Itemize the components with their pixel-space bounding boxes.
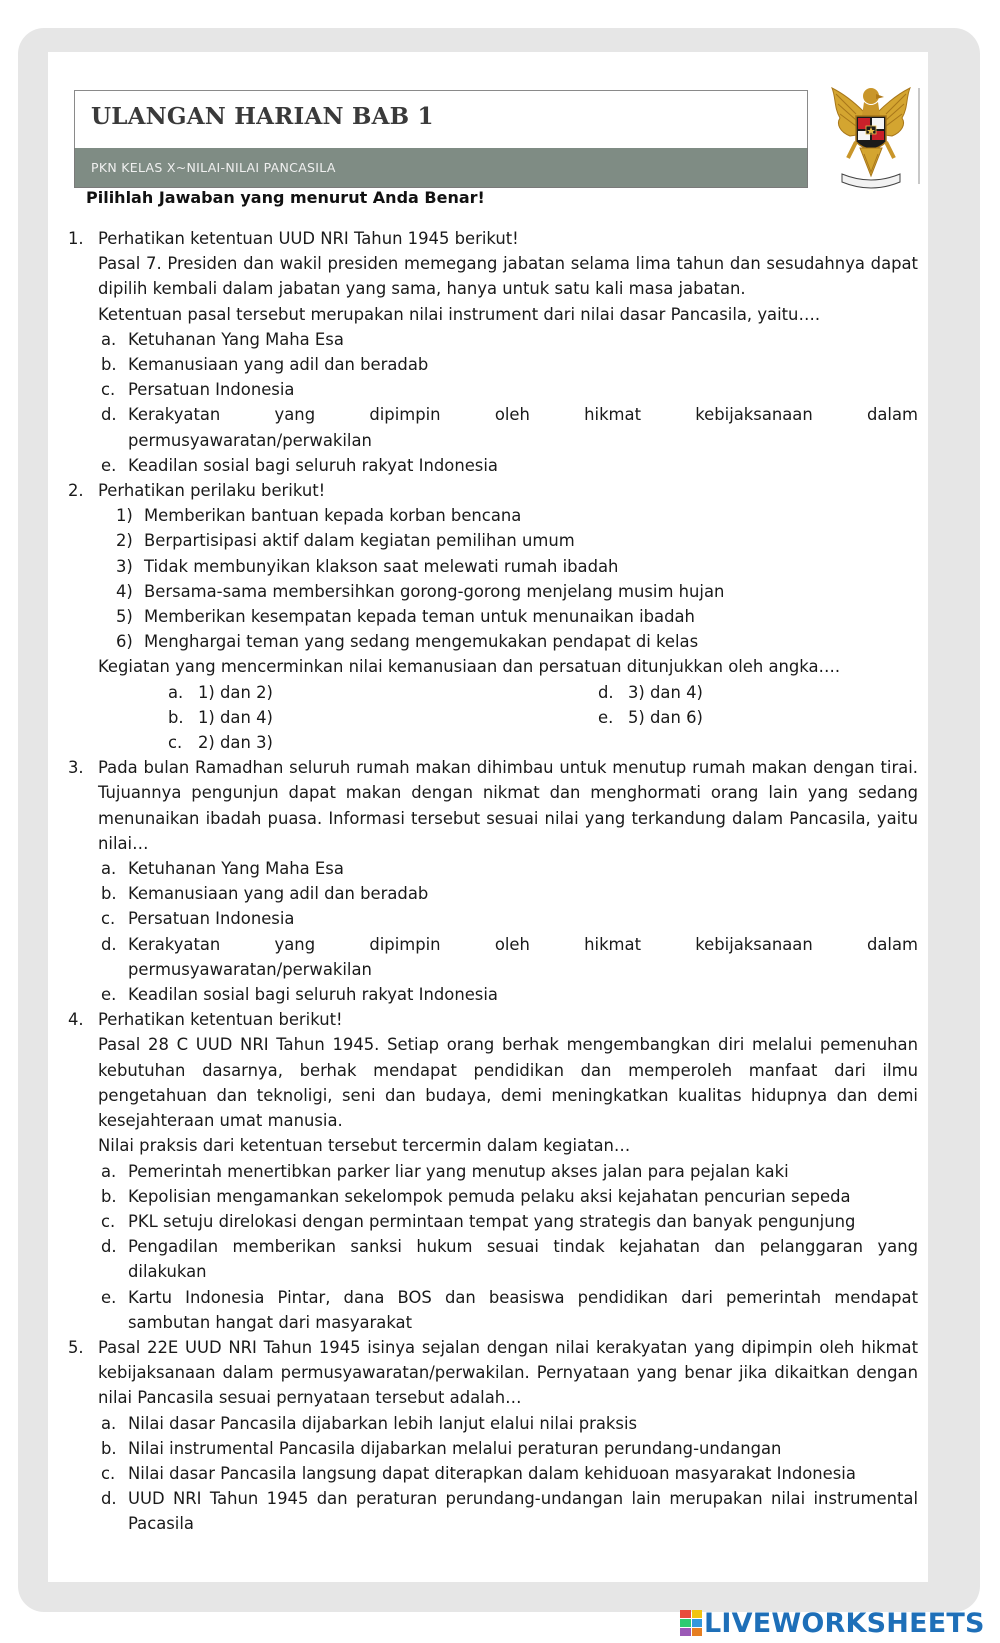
question-text: Pasal 22E UUD NRI Tahun 1945 isinya sejalan dengan nilai kerakyatan yang dipimpin oleh hikmat kebijaksanaan dalam permusyawaratan/perwakilan. Pernyataan yang benar jika dikaitkan dengan nilai Pancasila sesuai pernyataan tersebut adalah…: [98, 1337, 918, 1408]
answer-option-1c[interactable]: c. Persatuan Indonesia: [101, 380, 295, 400]
subtitle-bar: [74, 148, 808, 188]
question-number: 5.: [68, 1337, 84, 1357]
page-title: ULANGAN HARIAN BAB 1: [91, 103, 434, 130]
list-item: 1) Memberikan bantuan kepada korban bencana: [116, 506, 522, 526]
instruction-text: Pilihlah Jawaban yang menurut Anda Benar!: [86, 188, 485, 207]
question-text: Pada bulan Ramadhan seluruh rumah makan dihimbau untuk menutup rumah makan dengan tirai. Tujuannya pengunjun dapat makan dengan nikmat dan menghormati orang lain yang sedang menunaikan ibadah puasa. Informasi tersebut sesuai nilai yang terkandung dalam Pancasila, yaitu nilai…: [98, 758, 918, 853]
answer-option-2c[interactable]: c. 2) dan 3): [168, 733, 273, 753]
question-4: [68, 1007, 918, 1158]
answer-option-1e[interactable]: e. Keadilan sosial bagi seluruh rakyat Indonesia: [101, 455, 498, 475]
question-text: Kegiatan yang mencerminkan nilai kemanusiaan dan persatuan ditunjukkan oleh angka….: [98, 657, 841, 677]
question-number: 4.: [68, 1010, 84, 1030]
question-3: [68, 755, 918, 856]
question-number: 2.: [68, 481, 84, 501]
list-item: 5) Memberikan kesempatan kepada teman untuk menunaikan ibadah: [116, 607, 695, 627]
worksheet-page: [48, 52, 928, 1582]
answer-option-2a[interactable]: a. 1) dan 2): [168, 682, 273, 702]
question-text: Pasal 28 C UUD NRI Tahun 1945. Setiap orang berhak mengembangkan diri melalui pemenuhan kebutuhan dasarnya, berhak mendapat pendidikan dan memperoleh manfaat dari ilmu pengetahuan dan teknoligi, seni dan budaya, demi meningkatkan kualitas hidupnya dan demi kesejahteraan umat manusia.: [98, 1035, 918, 1131]
list-item: 3) Tidak membunyikan klakson saat melewati rumah ibadah: [116, 556, 619, 576]
answer-option-1a[interactable]: a. Ketuhanan Yang Maha Esa: [101, 329, 344, 349]
answer-option-1d[interactable]: d. Kerakyatan yang dipimpin oleh hikmat kebijaksanaan dalam: [101, 405, 918, 425]
page-subtitle: PKN KELAS X~NILAI-NILAI PANCASILA: [91, 160, 336, 175]
answer-option-2e[interactable]: e. 5) dan 6): [598, 707, 703, 727]
answer-option-3b[interactable]: b. Kemanusiaan yang adil dan beradab: [101, 884, 429, 904]
question-text: Ketentuan pasal tersebut merupakan nilai instrument dari nilai dasar Pancasila, yaitu….: [98, 304, 821, 324]
answer-option-4e[interactable]: e. Kartu Indonesia Pintar, dana BOS dan beasiswa pendidikan dari pemerintah mendapat sambutan hangat dari masyarakat: [101, 1287, 918, 1332]
garuda-emblem-icon: [826, 82, 916, 192]
answer-option-3a[interactable]: a. Ketuhanan Yang Maha Esa: [101, 859, 344, 879]
question-list: [68, 226, 918, 1537]
answer-option-5d[interactable]: d. UUD NRI Tahun 1945 dan peraturan perundang-undangan lain merupakan nilai instrumental Pacasila: [101, 1489, 918, 1534]
answer-option-2b[interactable]: b. 1) dan 4): [168, 707, 273, 727]
liveworksheets-watermark[interactable]: [680, 1608, 985, 1638]
question-text: Perhatikan ketentuan berikut!: [98, 1010, 343, 1030]
question-2: [68, 478, 918, 503]
question-5: [68, 1335, 918, 1411]
list-item: 6) Menghargai teman yang sedang mengemukakan pendapat di kelas: [116, 632, 699, 652]
title-box: [74, 90, 808, 148]
question-text: Pasal 7. Presiden dan wakil presiden memegang jabatan selama lima tahun dan sesudahnya dapat dipilih kembali dalam jabatan yang sama, hanya untuk satu kali masa jabatan.: [98, 254, 918, 299]
answer-option-4b[interactable]: b. Kepolisian mengamankan sekelompok pemuda pelaku aksi kejahatan pencurian sepeda: [101, 1186, 851, 1206]
answer-grid-2: [68, 680, 918, 756]
header-divider: [918, 88, 920, 184]
list-item: 2) Berpartisipasi aktif dalam kegiatan pemilihan umum: [116, 531, 575, 551]
answer-option-3d[interactable]: d. Kerakyatan yang dipimpin oleh hikmat kebijaksanaan dalam: [101, 934, 918, 954]
question-1: [68, 226, 918, 327]
answer-option-2d[interactable]: d. 3) dan 4): [598, 682, 703, 702]
answer-option-3c[interactable]: c. Persatuan Indonesia: [101, 909, 295, 929]
question-text: Perhatikan perilaku berikut!: [98, 481, 326, 501]
answer-option-1d-cont: permusyawaratan/perwakilan: [128, 430, 372, 450]
watermark-text: LIVEWORKSHEETS: [704, 1607, 985, 1639]
answer-option-4c[interactable]: c. PKL setuju direlokasi dengan permintaan tempat yang strategis dan banyak pengunjung: [101, 1211, 856, 1231]
liveworksheets-logo-icon: [680, 1610, 702, 1636]
answer-option-4a[interactable]: a. Pemerintah menertibkan parker liar yang menutup akses jalan para pejalan kaki: [101, 1161, 789, 1181]
question-text: Perhatikan ketentuan UUD NRI Tahun 1945 berikut!: [98, 229, 519, 248]
answer-option-5b[interactable]: b. Nilai instrumental Pancasila dijabarkan melalui peraturan perundang-undangan: [101, 1438, 782, 1458]
answer-option-5c[interactable]: c. Nilai dasar Pancasila langsung dapat diterapkan dalam kehiduoan masyarakat Indonesia: [101, 1463, 856, 1483]
answer-option-4d[interactable]: d. Pengadilan memberikan sanksi hukum sesuai tindak kejahatan dan pelanggaran yang dilakukan: [101, 1237, 918, 1282]
answer-option-1b[interactable]: b. Kemanusiaan yang adil dan beradab: [101, 355, 429, 375]
question-text: Nilai praksis dari ketentuan tersebut tercermin dalam kegiatan…: [98, 1136, 631, 1156]
answer-option-3e[interactable]: e. Keadilan sosial bagi seluruh rakyat Indonesia: [101, 985, 498, 1005]
answer-option-3d-cont: permusyawaratan/perwakilan: [128, 959, 372, 979]
question-number: 3.: [68, 758, 84, 778]
list-item: 4) Bersama-sama membersihkan gorong-gorong menjelang musim hujan: [116, 581, 725, 601]
answer-option-5a[interactable]: a. Nilai dasar Pancasila dijabarkan lebih lanjut elalui nilai praksis: [101, 1413, 638, 1433]
question-2-prompt: [68, 654, 918, 679]
question-number: 1.: [68, 229, 84, 248]
